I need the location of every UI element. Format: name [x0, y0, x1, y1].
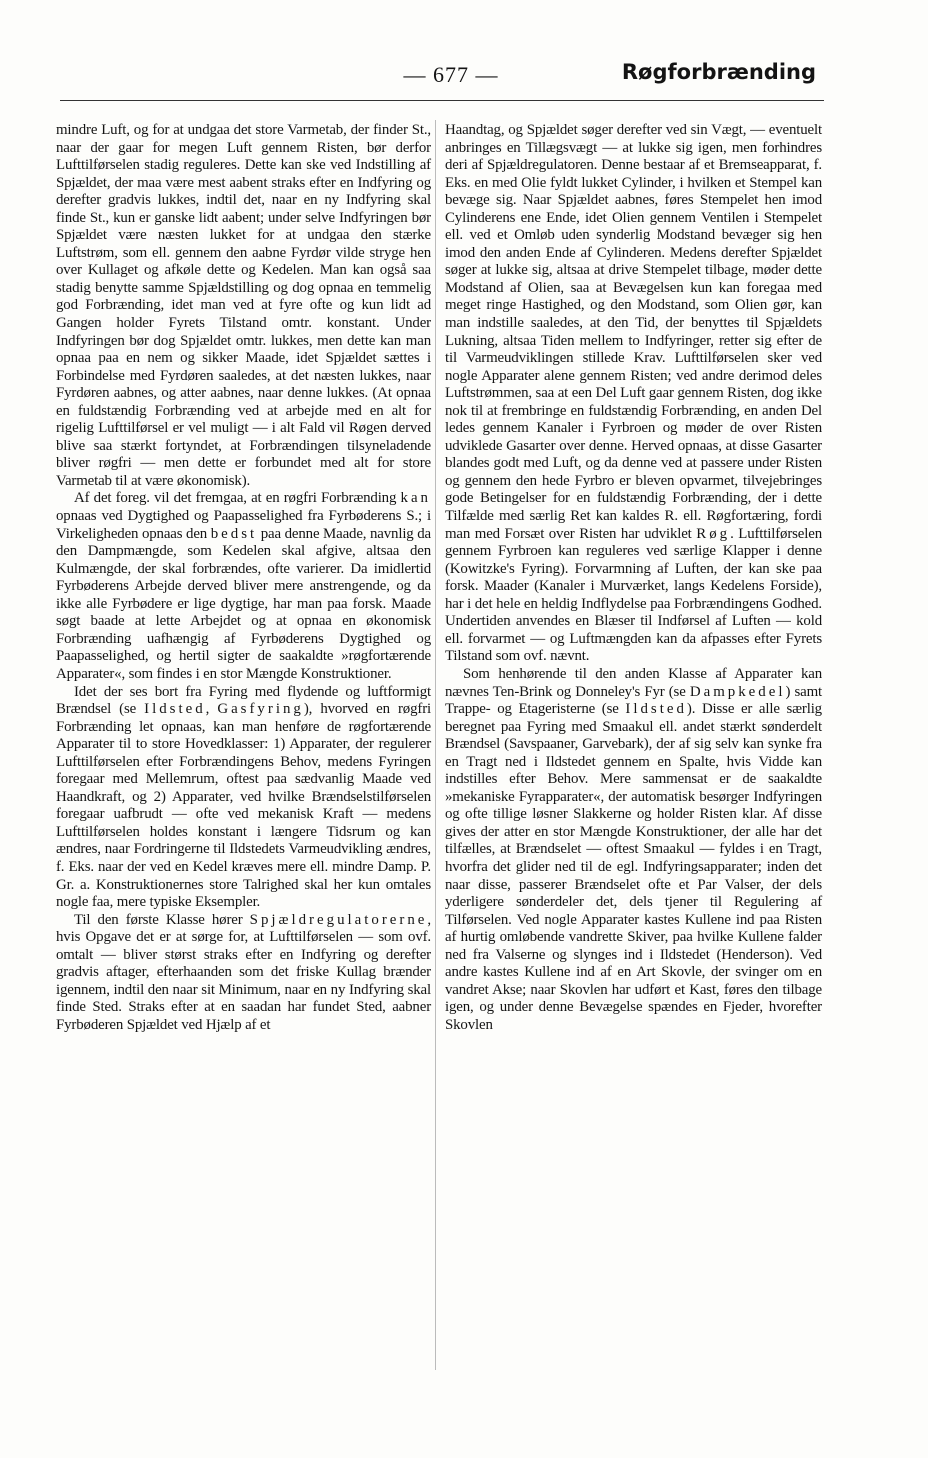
paragraph: Idet der ses bort fra Fyring med flydende og luftformigt Brændsel (se Ildsted, Gasfyring), hvorved en røgfri Forbrænding let opnaas, kan man henføre de røgfortærende Apparater til to store Hovedklasser: 1) Apparater, der regulerer Lufttilførselen efter Forbrændingens Behov, medens Fyringen foregaar med Mellemrum, oftest paa sædvanlig Maade ved Haandkraft, og 2) Apparater, ved hvilke Brændselstilførselen foregaar uafbrudt — ofte ved mekanisk Kraft — medens Lufttilførselen holdes konstant i længere Tidsrum og kan ændres, naar Fordringerne til Ildstedets Varmeudvikling ændres, f. Eks. naar der ved en Kedel kræves mere ell. mindre Damp. P. Gr. a. Konstruktionernes store Talrighed skal her kun omtales nogle faa, mere typiske Eksempler.: [56, 683, 431, 911]
right-column: [445, 122, 822, 1034]
column-divider: [435, 120, 436, 1370]
paragraph: Til den første Klasse hører Spjældregulatorerne, hvis Opgave det er at sørge for, at Lufttilførselen — som ovf. omtalt — bliver størst straks efter en Indfyring og derefter gradvis aftager, efterhaanden som det friske Kullag brænder igennem, indtil den naar sit Minimum, naar en ny Indfyring skal finde Sted. Straks efter at en saadan har fundet Sted, aabner Fyrbøderen Spjældet ved Hjælp af et: [56, 911, 431, 1033]
paragraph: Af det foreg. vil det fremgaa, at en røgfri Forbrænding kan opnaas ved Dygtighed og Paapasselighed fra Fyrbøderens S.; i Virkeligheden opnaas den bedst paa denne Maade, navnlig da den Dampmængde, som Kedelen skal afgive, altsaa den Kulmængde, der skal forbrændes, ofte varierer. Da imidlertid Fyrbøderens Arbejde derved bliver mere anstrengende, og da ikke alle Fyrbødere er lige dygtige, har man paa forsk. Maade søgt baade at lette Arbejdet og at opnaa en økonomisk Forbrænding uafhængig af Fyrbøderens Dygtighed og Paapasselighed, og hertil sigter de saakaldte »røgfortærende Apparater«, som findes i en stor Mængde Konstruktioner.: [56, 490, 431, 682]
emphasis: bedst: [210, 525, 258, 542]
page-header: [0, 62, 928, 98]
paragraph: mindre Luft, og for at undgaa det store Varmetab, der finder St., naar der gaar for megen Luft gennem Risten, bør derfor Lufttilførselen stadig reguleres. Dette kan ske ved Indstilling af Spjældet, der maa være mest aabent straks efter en Indfyring og derefter gradvis lukkes, indtil det, naar en ny Indfyring skal finde St., kun er ganske lidt aabent; under selve Indfyringen bør Spjældet være næsten lukket for at undgaa den stærke Luftstrøm, som ell. gennem den aabne Fyrdør vilde stryge hen over Kullaget og afkøle dette og Kedelen. Man kan også saa stadig benytte samme Spjældstilling og dog opnaa en temmelig god Forbrænding, idet man ved at fyre ofte og kun lidt ad Gangen holder Fyrets Tilstand omtr. konstant. Under Indfyringen bør dog Spjældet omtr. lukkes, men dette kan man opnaa paa en nem og sikker Maade, idet Spjældet sættes i Forbindelse med Fyrdøren saaledes, at det næsten lukkes, naar Fyrdøren aabnes, og atter aabnes, naar denne lukkes. (At opnaa en fuldstændig Forbrænding ved at arbejde med en alt for rigelig Lufttilførsel er vel muligt — i alt Fald vil Røgen derved blive saa stærkt fortyndet, at Forbrændingen tilsyneladende bliver røgfri — men dette er forbundet med alt for store Varmetab til at være økonomisk).: [56, 122, 431, 489]
header-rule: [60, 100, 824, 101]
paragraph: Haandtag, og Spjældet søger derefter ved sin Vægt, — eventuelt anbringes en Tillægsvægt — at lukke sig igen, men forhindres deri af Spjældregulatoren. Denne bestaar af et Bremseapparat, f. Eks. en med Olie fyldt lukket Cylinder, i hvilken et Stempel kan bevæge sig. Naar Spjældet aabnes, føres Stempelet hen imod Cylinderens ene Ende, idet Olien gennem Ventilen i Stempelet ell. ved et Omløb uden synderlig Modstand bevæger sig hen imod den anden Ende af Cylinderen. Medens derefter Spjældet søger at lukke sig, altsaa at drive Stempelet tilbage, møder dette Modstand af Olien, saa at Bevægelsen kun kan foregaa med meget ringe Hastighed, og den Modstand, som Olien gør, kan man indstille saaledes, at den Tid, der benyttes til Spjældets Lukning, altsaa Tiden mellem to Indfyringer, retter sig efter de til Varmeudviklingen stillede Krav. Lufttilførselen sker ved nogle Apparater alene gennem Risten; ved andre derimod deles Luftstrømmen, saa at een Del Luft gaar gennem Risten, dog ikke nok til at frembringe en fuldstændig Forbrænding, en anden Del ledes gennem Kanaler i Fyrbroen og møder de over Risten udviklede Gasarter over denne. Herved opnaas, at disse Gasarter blandes godt med Luft, og da denne ved at passere under Risten og gennem den hede Fyrbro er bleven opvarmet, tilvejebringes gode Betingelser for en fuldstændig Forbrænding, der i dette Tilfælde med særlig Ret kan kaldes R. ell. Røgfortæring, fordi man med Forsæt over Risten har udviklet Røg. Lufttilførselen gennem Fyrbroen kan reguleres ved særlige Klapper i denne (Kowitzke's Fyring). Forvarmning af Luften, der kan ske paa forsk. Maader (Kanaler i Murværket, langs Kedelens Forside), har i det hele en heldig Indflydelse paa Forbrændingens Godhed. Undertiden anvendes en Blæser til Indførsel af Luften — kold ell. forvarmet — og Luftmængden kan da afpasses efter Fyrets Tilstand som ovf. nævnt.: [445, 122, 823, 665]
cross-reference: Ildsted: [625, 701, 687, 718]
left-column: [56, 122, 431, 1034]
cross-reference: Dampkedel: [689, 683, 786, 700]
running-head: Røgforbrænding: [621, 60, 816, 84]
emphasis: Røg: [696, 525, 731, 542]
emphasis: Spjældregulatorerne: [249, 911, 428, 928]
emphasis: kan: [400, 490, 431, 507]
page-number: — 677 —: [403, 62, 499, 87]
cross-reference: Ildsted: [144, 701, 206, 718]
cross-reference: Gasfyring: [217, 701, 304, 718]
paragraph: Som henhørende til den anden Klasse af Apparater kan nævnes Ten-Brink og Donneley's Fyr (se Dampkedel) samt Trappe- og Etageristerne (se Ildsted). Disse er alle særlig beregnet paa Fyring med Smaakul ell. andet stærkt sønderdelt Brændsel (Savspaaner, Garvebark), der af sig selv kan synke fra en Tragt ned i Ildstedet gennem en Spalte, hvis Vidde kan indstilles efter Behov. Mere sammensat er de saakaldte »mekaniske Fyrapparater«, der automatisk besørger Indfyringen og ofte tillige løsner Slakkerne og holder Risten klar. Af disse gives der atter en stor Mængde Konstruktioner, der alle har det tilfælles, at Brændselet — oftest Smaakul — fyldes i en Tragt, hvorfra det glider ned til de egl. Indfyringsapparater; inden det naar disse, passerer Brændselet ofte et Par Valser, der dels yderligere sønderdeler det, dels tjener til Regulering af Tilførselen. Ved nogle Apparater kastes Kullene ind paa Risten af hurtig omløbende vandrette Skiver, paa hvilke Kullene falder ned fra Valserne og slynges ind i Ildstedet (Henderson). Ved andre kastes Kullene ind af en Art Skovle, der svinger om en vandret Akse; naar Skovlen har udført et Kast, føres den tilbage igen, og under denne Bevægelse spændes en Fjeder, hvorefter Skovlen: [445, 665, 822, 1033]
